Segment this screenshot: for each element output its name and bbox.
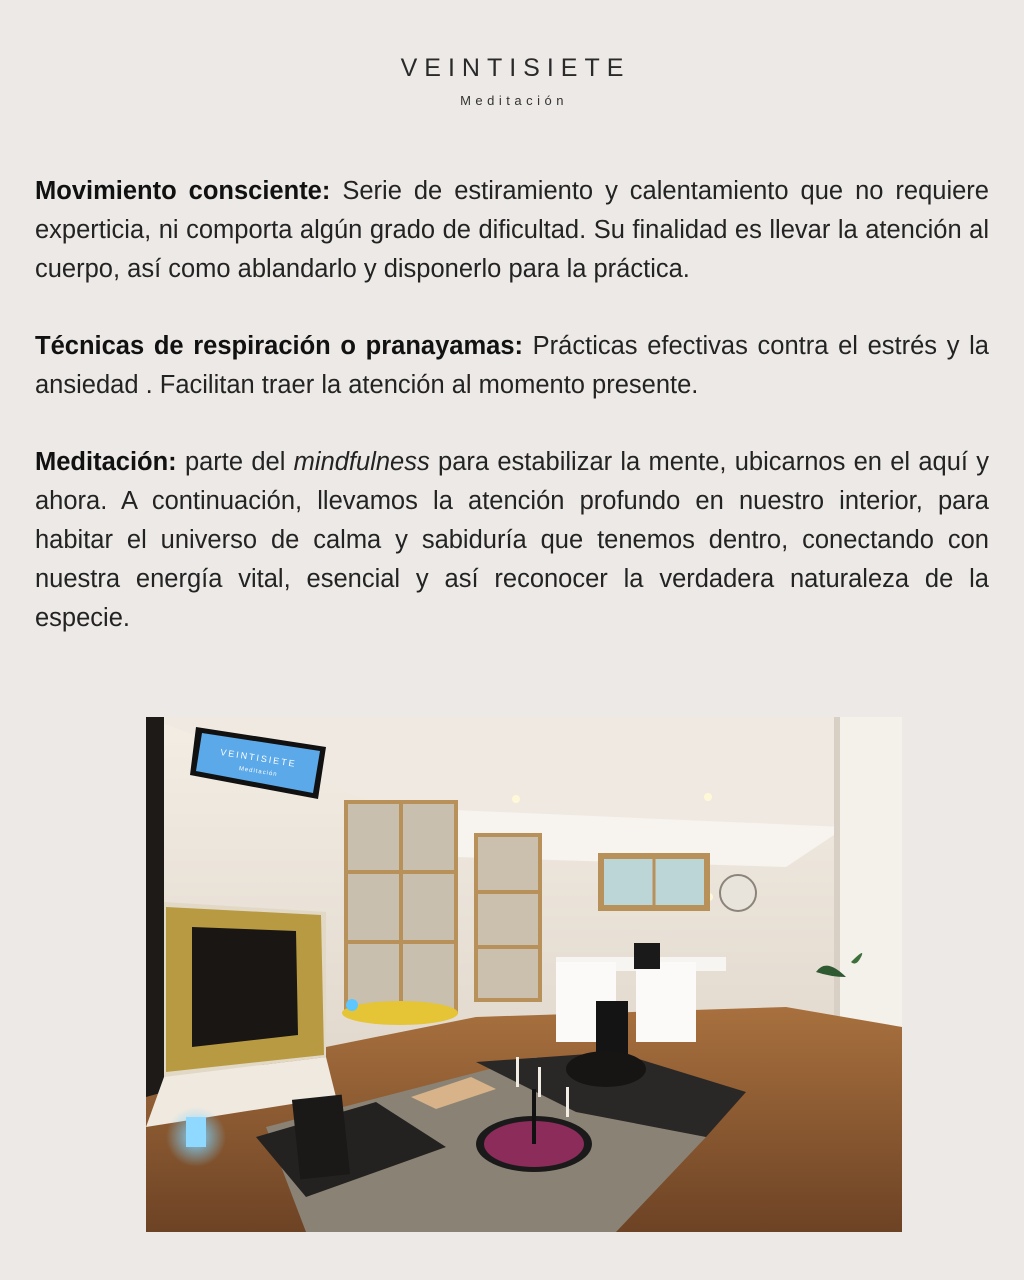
section-title: Movimiento consciente: [35, 177, 331, 205]
section-text: Prácticas efectivas contra el estrés y la ansiedad . Facilitan traer la atención al momento presente. [35, 332, 989, 399]
section-meditacion [35, 443, 989, 638]
tv-brand-text: VEINTISIETE [219, 747, 298, 769]
section-italic-term: mindfulness [293, 448, 430, 476]
tv-sub-text: Meditación [238, 765, 278, 779]
section-title: Técnicas de respiración o pranayamas: [35, 332, 523, 360]
wall-mirrors [346, 802, 540, 1012]
section-text: para estabilizar la mente, ubicarnos en el aquí y ahora. A continuación, llevamos la atención profundo en nuestro interior, para habitar el universo de calma y sabiduría que tenemos dentro, conectando con nuestra energía vital, esencial y así reconocer la verdadera naturaleza de la especie. [35, 448, 990, 632]
section-respiracion [35, 327, 989, 405]
section-title: Meditación: [35, 448, 177, 476]
meditation-room-photo [146, 717, 902, 1232]
section-text: parte del [176, 448, 294, 476]
room-illustration [146, 717, 902, 1232]
section-movimiento [35, 172, 989, 289]
section-text: Serie de estiramiento y calentamiento que no requiere experticia, ni comporta algún grado de dificultad. Su finalidad es llevar la atención al cuerpo, así como ablandarlo y disponerlo para la práctica. [35, 177, 989, 283]
brand-header [0, 54, 1024, 108]
main-content [35, 172, 989, 676]
brand-subtitle: Meditación [460, 93, 568, 108]
brand-name: VEINTISIETE [400, 54, 631, 82]
